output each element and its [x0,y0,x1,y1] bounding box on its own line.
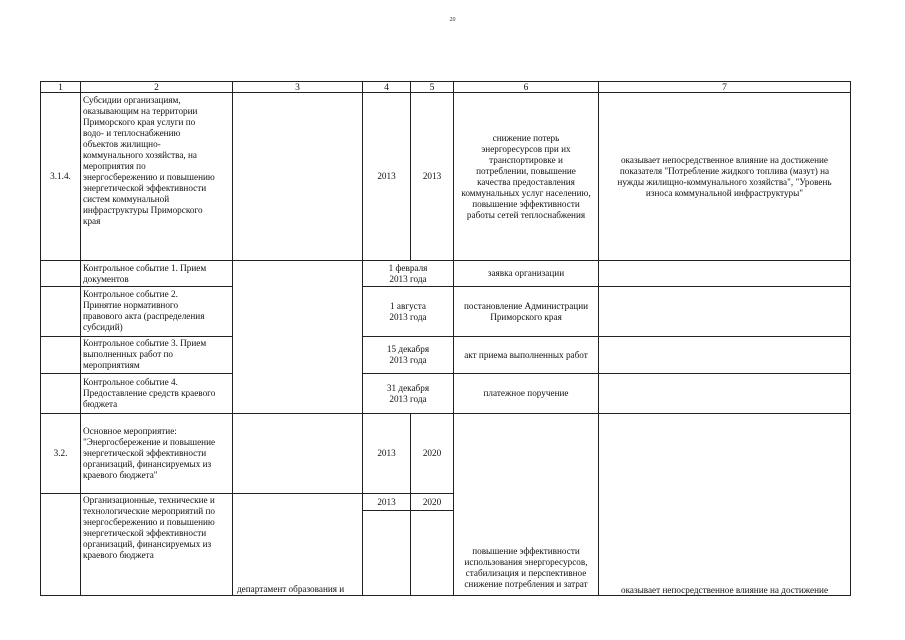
control-event-4-date: 31 декабря 2013 года [386,382,430,404]
measure-name: Основное мероприятие: "Энергосбережение и повышение энергетической эффективности организаций, финансируемых из краевого бюджета" [83,426,216,480]
control-event-2: Контрольное событие 2. Принятие нормативного правового акта (распределения субсидий) [83,289,205,332]
responsible-executor: департамент образования и [237,584,345,594]
control-event-1-document: заявка организации [487,268,565,278]
end-year: 2013 [422,171,442,181]
control-event-4-document: платежное поручение [483,388,569,398]
start-year: 2013 [377,171,396,181]
indicator-influence: оказывает непосредственное влияние на достижение показателя "Потребление жидкого топлива (мазут) на нужды жилищно-коммунального хозяйства", "Уровень износа коммунальной инфраструктуры" [617,154,832,198]
expected-result: повышение эффективности использования энергоресурсов, стабилизация и перспективное снижение потребления и затрат [464,546,588,589]
end-year: 2020 [422,496,442,507]
page-number: 20 [449,17,456,23]
start-year: 2013 [377,496,396,507]
start-year: 2013 [377,448,396,458]
header-col-5: 5 [429,83,435,92]
header-col-1: 1 [58,83,63,92]
control-event-3: Контрольное событие 3. Прием выполненных работ по мероприятиям [83,338,207,370]
control-event-3-date: 15 декабря 2013 года [386,344,430,365]
control-event-2-date: 1 августа 2013 года [389,300,427,322]
control-event-4: Контрольное событие 4. Предоставление средств краевого бюджета [83,377,216,409]
header-col-7: 7 [722,83,727,92]
header-col-2: 2 [154,83,159,92]
control-event-1: Контрольное событие 1. Прием документов [83,263,207,284]
expected-result: снижение потерь энергоресурсов при их транспортировке и потреблении, повышение качества предоставления коммунальных услуг населению, повышение эффективности работы сетей теплоснабжения [461,132,591,220]
header-col-3: 3 [295,83,300,92]
measure-name: Организационные, технические и технологические мероприятий по энергосбережению и повышению энергетической эффективности организаций, финансируемых из краевого бюджета [83,495,215,560]
control-event-2-document: постановление Администрации Приморского края [463,300,589,322]
measure-name: Субсидии организациям, оказывающим на территории Приморского края услуги по водо- и теплоснабжению объектов жилищно- коммунального хозяйства, на мероприятия по энергосбережению и повышению энергетической эффективности систем коммунальной инфраструктуры Приморского края [83,95,215,226]
indicator-influence: оказывает непосредственное влияние на достижение [620,585,829,595]
control-event-1-date: 1 февраля 2013 года [388,262,428,284]
row-number: 3.2. [53,448,68,458]
header-col-4: 4 [384,83,389,92]
header-col-6: 6 [523,83,529,92]
end-year: 2020 [422,448,442,458]
control-event-3-document: акт приема выполненных работ [464,349,588,360]
row-number: 3.1.4. [50,171,71,181]
